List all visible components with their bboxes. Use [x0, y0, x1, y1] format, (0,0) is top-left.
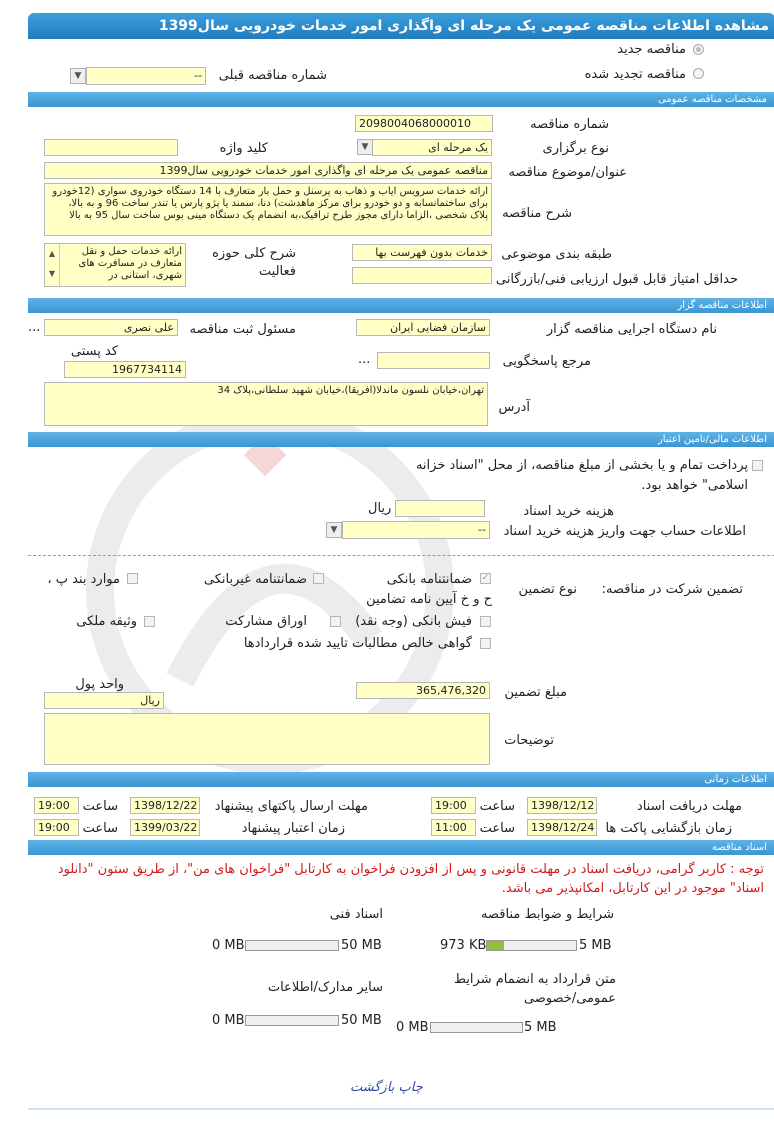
guarantee-label: تضمین شرکت در مناقصه: — [601, 582, 743, 597]
holding-type-label: نوع برگزاری — [542, 141, 609, 156]
keyword-label: کلید واژه — [219, 141, 268, 156]
other-docs-label: سایر مدارک/اطلاعات — [267, 980, 383, 995]
registrar-field: علی نصری — [44, 319, 178, 336]
currency-label: واحد پول — [75, 677, 124, 692]
download-notice: توجه : کاربر گرامی، دریافت اسناد در مهلت قانونی و پس از افزودن فراخوان به کارتابل "فراخوان های من"، از طریق ستون "دانلود اسناد" موجود در این کارتابل، امکانپذیر می باشد. — [57, 862, 764, 896]
bank-guarantee-checkbox[interactable]: ✓ — [481, 573, 490, 583]
property-label: وثیقه ملکی — [76, 614, 137, 629]
description-label: شرح مناقصه — [502, 206, 572, 221]
send-time-field: 19:00 — [34, 797, 79, 814]
opening-hour-label: ساعت — [479, 821, 515, 836]
conditions-max: 5 MB — [579, 938, 612, 953]
receive-deadline-label: مهلت دریافت اسناد — [636, 799, 742, 814]
opening-date-field: 1398/12/24 — [527, 819, 597, 836]
validity-date-field: 1399/03/22 — [130, 819, 200, 836]
nonbank-guarantee-label: ضمانتنامه غیربانکی — [203, 572, 307, 587]
cash-label: فیش بانکی (وجه نقد) — [355, 614, 472, 629]
agency-label: نام دستگاه اجرایی مناقصه گزار — [546, 322, 717, 337]
renewed-tender-label: مناقصه تجدید شده — [584, 67, 686, 82]
holding-type-select[interactable]: یک مرحله ای — [372, 139, 492, 156]
bylaw-label: ح و خ آیین نامه تضامین — [366, 592, 492, 607]
cash-checkbox[interactable] — [480, 616, 491, 627]
reference-label: مرجع پاسخگویی — [502, 354, 591, 369]
category-field: خدمات بدون فهرست بها — [352, 244, 492, 261]
validity-label: زمان اعتبار پیشنهاد — [241, 821, 345, 836]
previous-tender-label: شماره مناقصه قبلی — [218, 68, 327, 83]
tender-number-field: 2098004068000010 — [355, 115, 493, 132]
address-field: تهران،خیابان نلسون ماندلا(افریقا)،خیابان شهید سلطانی،پلاک 34 — [44, 382, 488, 426]
claims-label: گواهی خالص مطالبات تایید شده قراردادها — [243, 636, 472, 651]
contract-max: 5 MB — [524, 1020, 557, 1035]
nonbank-guarantee-checkbox[interactable] — [313, 573, 324, 584]
technical-progress — [245, 940, 339, 951]
amount-label: مبلغ تضمین — [504, 685, 567, 700]
treasury-payment-text: پرداخت تمام و یا بخشی از مبلغ مناقصه، از محل "اسناد خزانه اسلامی" خواهد بود. — [415, 458, 748, 493]
bottom-border — [28, 1108, 774, 1110]
postal-field: 1967734114 — [64, 361, 186, 378]
account-label: اطلاعات حساب جهت واریز هزینه خرید اسناد — [503, 524, 746, 539]
currency-field: ریال — [44, 692, 164, 709]
notes-label: توضیحات — [504, 733, 554, 748]
category-label: طبقه بندی موضوعی — [501, 247, 612, 262]
previous-tender-select[interactable]: -- — [86, 67, 206, 85]
bonds-checkbox[interactable] — [330, 616, 341, 627]
section-timing: اطلاعات زمانی — [28, 772, 774, 787]
activity-label: شرح کلی حوزه فعالیت — [212, 246, 296, 279]
technical-label: اسناد فنی — [329, 907, 383, 922]
section-documents: اسناد مناقصه — [28, 840, 774, 855]
bank-guarantee-label: ضمانتنامه بانکی — [386, 572, 472, 587]
conditions-progress — [486, 940, 577, 951]
registrar-label: مسئول ثبت مناقصه — [189, 322, 296, 337]
postal-label: کد پستی — [70, 344, 118, 359]
new-tender-label: مناقصه جدید — [617, 42, 686, 57]
send-time-label: ساعت — [82, 799, 118, 814]
contract-used: 0 MB — [396, 1020, 429, 1035]
activity-field: ارائه خدمات حمل و نقل متعارف در مسافرت های شهری، استانی در — [44, 243, 186, 287]
scrollbar[interactable]: ▲ ▼ — [45, 244, 60, 286]
section-organizer: اطلاعات مناقصه گزار — [28, 298, 774, 313]
chevron-down-icon[interactable]: ▼ — [357, 139, 373, 155]
reference-field — [377, 352, 490, 369]
doc-cost-unit: ریال — [368, 501, 392, 516]
opening-time-label: زمان بازگشایی پاکت ها — [605, 821, 732, 836]
validity-time-label: ساعت — [82, 821, 118, 836]
other-docs-used: 0 MB — [212, 1013, 245, 1028]
subject-field: مناقصه عمومی یک مرحله ای واگذاری امور خدمات خودرویی سال1399 — [44, 162, 492, 179]
subject-label: عنوان/موضوع مناقصه — [508, 165, 627, 180]
conditions-label: شرایط و ضوابط مناقصه — [481, 907, 614, 922]
address-label: آدرس — [498, 400, 530, 415]
amount-field: 365,476,320 — [356, 682, 490, 699]
contract-label: متن قرارداد به انضمام شرایط عمومی/خصوصی — [453, 972, 616, 1006]
notes-field — [44, 713, 490, 765]
section-financial: اطلاعات مالی/تامین اعتبار — [28, 432, 774, 447]
treasury-payment-checkbox[interactable] — [752, 460, 763, 471]
chevron-down-icon[interactable]: ▼ — [326, 522, 342, 538]
renewed-tender-radio[interactable] — [693, 68, 704, 79]
other-docs-max: 50 MB — [341, 1013, 382, 1028]
guarantee-type-label: نوع تضمین — [518, 582, 577, 597]
claims-checkbox[interactable] — [480, 638, 491, 649]
send-date-field: 1398/12/22 — [130, 797, 200, 814]
receive-time-field: 19:00 — [431, 797, 476, 814]
section-general: مشخصات مناقصه عمومی — [28, 92, 774, 107]
reference-more-button[interactable]: ... — [358, 352, 371, 367]
contract-progress — [430, 1022, 523, 1033]
doc-cost-label: هزینه خرید اسناد — [523, 504, 614, 519]
clause-checkbox[interactable] — [127, 573, 138, 584]
min-score-field — [352, 267, 492, 284]
technical-used: 0 MB — [212, 938, 245, 953]
new-tender-radio[interactable] — [693, 44, 704, 55]
property-checkbox[interactable] — [144, 616, 155, 627]
opening-hour-field: 11:00 — [431, 819, 476, 836]
conditions-progress-fill — [487, 941, 504, 950]
print-return-links[interactable]: چاپ بازگشت — [350, 1080, 423, 1095]
page-title: مشاهده اطلاعات مناقصه عمومی یک مرحله ای واگذاری امور خدمات خودرویی سال1399 — [28, 13, 774, 39]
receive-time-label: ساعت — [479, 799, 515, 814]
conditions-used: 973 KB — [440, 938, 487, 953]
validity-time-field: 19:00 — [34, 819, 79, 836]
account-select[interactable]: -- — [342, 521, 490, 539]
send-deadline-label: مهلت ارسال پاکتهای پیشنهاد — [214, 799, 368, 814]
tender-number-label: شماره مناقصه — [530, 117, 609, 132]
keyword-field — [44, 139, 178, 156]
clause-label: موارد بند پ ، — [47, 572, 120, 587]
receive-date-field: 1398/12/12 — [527, 797, 597, 814]
chevron-down-icon[interactable]: ▼ — [70, 68, 86, 84]
bonds-label: اوراق مشارکت — [225, 614, 307, 629]
technical-max: 50 MB — [341, 938, 382, 953]
divider — [28, 555, 774, 556]
agency-field: سازمان فضایی ایران — [356, 319, 490, 336]
description-field: ارائه خدمات سرویس ایاب و ذهاب به پرسنل و حمل بار متعارف با 14 دستگاه خودروی سواری (12خودرو برای ساختمانسابه و دو خودرو برای مرکز ماهدشت) دنا، سمند یا پژو پارس یا تندر ساخت 96 و به بالا، پلاک شخصی ،الزاما دارای مجوز طرح ترافیک،به انضمام یک دستگاه مینی بوس ساخت سال 95 به بالا — [44, 183, 492, 236]
min-score-label: حداقل امتیاز قابل قبول ارزیابی فنی/بازرگانی — [495, 272, 738, 287]
doc-cost-field — [395, 500, 485, 517]
other-docs-progress — [245, 1015, 339, 1026]
registrar-more-button[interactable]: ... — [28, 320, 41, 335]
